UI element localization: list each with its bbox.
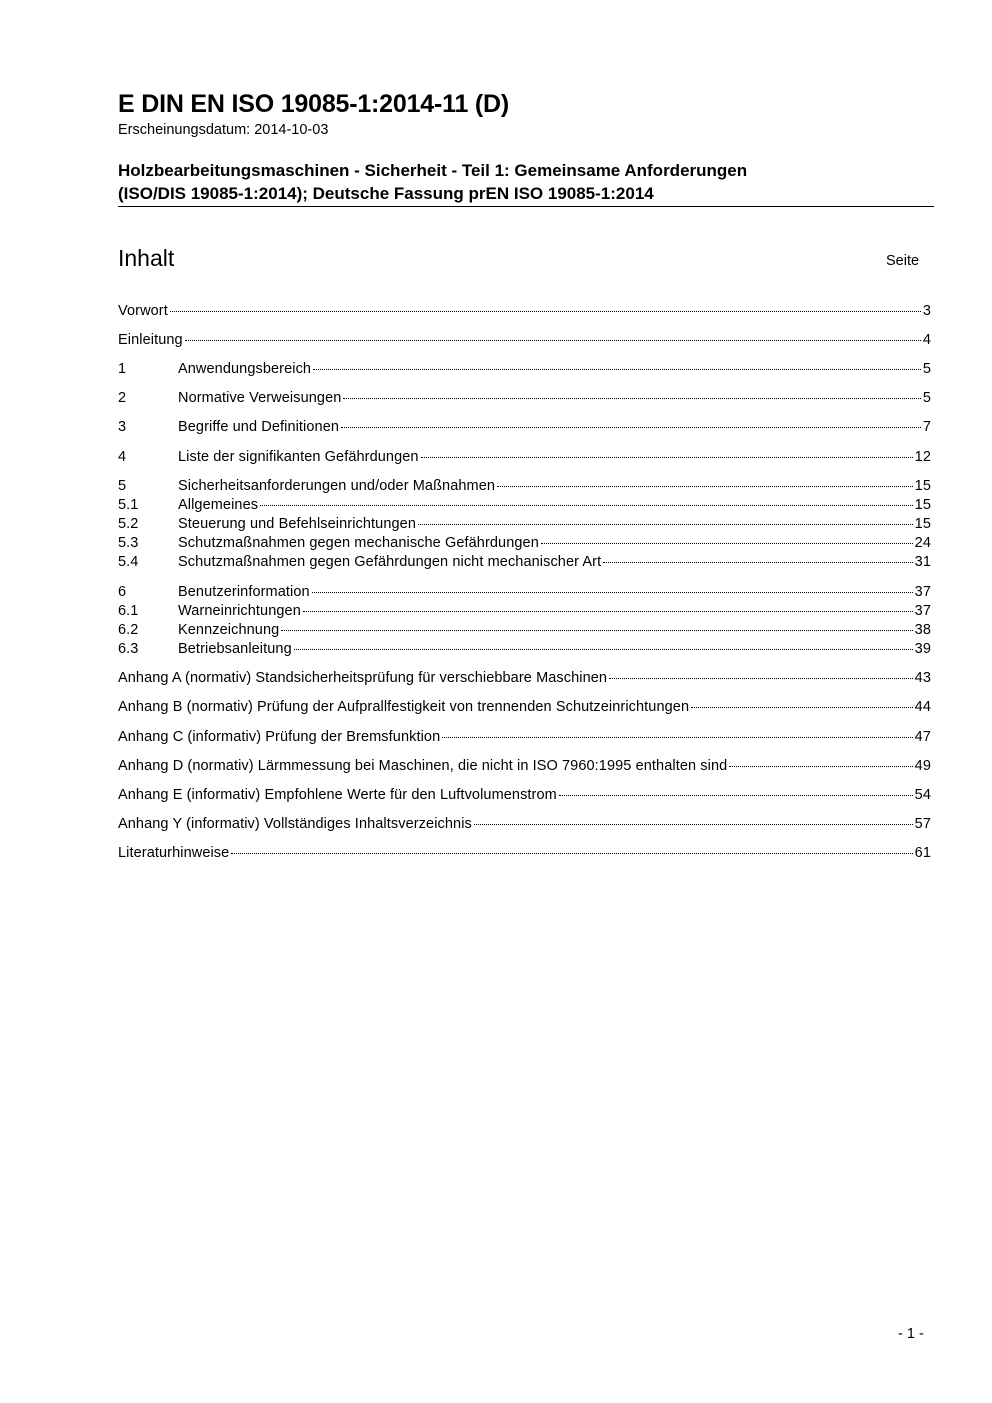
toc-entry-label: Begriffe und Definitionen xyxy=(178,419,340,435)
toc-entry-page: 47 xyxy=(914,729,931,745)
toc-entry[interactable] xyxy=(118,478,931,496)
toc-entry-page: 5 xyxy=(922,361,931,377)
toc-entry-number: 6.2 xyxy=(118,622,139,638)
toc-entry[interactable] xyxy=(118,497,931,515)
toc-entry-page: 4 xyxy=(922,332,931,348)
toc-dot-leader xyxy=(303,611,913,612)
header-divider xyxy=(118,206,934,207)
toc-entry[interactable] xyxy=(118,603,931,621)
toc-entry[interactable] xyxy=(118,729,931,747)
toc-dot-leader xyxy=(474,824,913,825)
toc-dot-leader xyxy=(185,340,921,341)
toc-entry-page: 31 xyxy=(914,554,931,570)
toc-dot-leader xyxy=(231,853,912,854)
toc-entry-page: 37 xyxy=(914,603,931,619)
toc-entry-label: Kennzeichnung xyxy=(178,622,280,638)
subtitle-line-2: (ISO/DIS 19085-1:2014); Deutsche Fassung prEN ISO 19085-1:2014 xyxy=(118,184,654,203)
toc-entry-page: 57 xyxy=(914,816,931,832)
toc-entry-label: Anhang B (normativ) Prüfung der Aufprallfestigkeit von trennenden Schutzeinrichtungen xyxy=(118,699,690,715)
toc-dot-leader xyxy=(559,795,913,796)
toc-entry-number: 6 xyxy=(118,584,127,600)
toc-entry-page: 49 xyxy=(914,758,931,774)
toc-entry[interactable] xyxy=(118,622,931,640)
toc-entry-number: 1 xyxy=(118,361,127,377)
toc-entry-page: 39 xyxy=(914,641,931,657)
toc-entry-page: 15 xyxy=(914,516,931,532)
toc-entry[interactable] xyxy=(118,845,931,863)
document-subtitle xyxy=(118,159,747,205)
toc-entry-label: Anhang D (normativ) Lärmmessung bei Maschinen, die nicht in ISO 7960:1995 enthalten sind xyxy=(118,758,728,774)
toc-dot-leader xyxy=(170,311,921,312)
toc-dot-leader xyxy=(260,505,913,506)
toc-entry-page: 12 xyxy=(914,449,931,465)
toc-entry[interactable] xyxy=(118,449,931,467)
toc-heading: Inhalt xyxy=(118,245,175,271)
toc-entry-label: Einleitung xyxy=(118,332,183,348)
toc-entry-label: Benutzerinformation xyxy=(178,584,310,600)
toc-entry-number: 6.3 xyxy=(118,641,139,657)
toc-entry[interactable] xyxy=(118,303,931,321)
toc-entry[interactable] xyxy=(118,516,931,534)
toc-dot-leader xyxy=(442,737,912,738)
toc-entry-label: Anhang E (informativ) Empfohlene Werte für den Luftvolumenstrom xyxy=(118,787,557,803)
toc-entry[interactable] xyxy=(118,670,931,688)
toc-entry[interactable] xyxy=(118,390,931,408)
toc-entry-page: 24 xyxy=(914,535,931,551)
toc-entry-number: 5.4 xyxy=(118,554,139,570)
toc-entry-label: Sicherheitsanforderungen und/oder Maßnahmen xyxy=(178,478,496,494)
toc-dot-leader xyxy=(281,630,912,631)
toc-dot-leader xyxy=(497,486,913,487)
toc-dot-leader xyxy=(341,427,921,428)
toc-entry-number: 5.2 xyxy=(118,516,139,532)
toc-entry-label: Literaturhinweise xyxy=(118,845,230,861)
toc-entry[interactable] xyxy=(118,419,931,437)
toc-entry-page: 3 xyxy=(922,303,931,319)
toc-dot-leader xyxy=(312,592,913,593)
footer-page-number: - 1 - xyxy=(898,1326,924,1342)
toc-entry-label: Liste der signifikanten Gefährdungen xyxy=(178,449,419,465)
toc-entry[interactable] xyxy=(118,816,931,834)
toc-entry[interactable] xyxy=(118,641,931,659)
toc-dot-leader xyxy=(603,562,912,563)
document-title: E DIN EN ISO 19085-1:2014-11 (D) xyxy=(118,90,509,118)
toc-entry-number: 5.1 xyxy=(118,497,139,513)
toc-entry-number: 3 xyxy=(118,419,127,435)
toc-entry[interactable] xyxy=(118,332,931,350)
toc-entry-page: 61 xyxy=(914,845,931,861)
toc-entry-page: 7 xyxy=(922,419,931,435)
toc-entry-label: Betriebsanleitung xyxy=(178,641,292,657)
toc-entry-number: 6.1 xyxy=(118,603,139,619)
subtitle-line-1: Holzbearbeitungsmaschinen - Sicherheit - Teil 1: Gemeinsame Anforderungen xyxy=(118,161,748,180)
toc-entry-label: Anhang A (normativ) Standsicherheitsprüfung für verschiebbare Maschinen xyxy=(118,670,608,686)
toc-dot-leader xyxy=(294,649,913,650)
toc-page-column-label: Seite xyxy=(886,253,920,269)
toc-entry-number: 2 xyxy=(118,390,127,406)
toc-dot-leader xyxy=(313,369,921,370)
toc-entry-label: Schutzmaßnahmen gegen Gefährdungen nicht mechanischer Art xyxy=(178,554,602,570)
toc-entry[interactable] xyxy=(118,699,931,717)
toc-entry-label: Allgemeines xyxy=(178,497,259,513)
toc-entry-number: 5.3 xyxy=(118,535,139,551)
toc-dot-leader xyxy=(421,457,913,458)
toc-entry-label: Anhang C (informativ) Prüfung der Bremsfunktion xyxy=(118,729,441,745)
toc-entry[interactable] xyxy=(118,361,931,379)
toc-entry-page: 44 xyxy=(914,699,931,715)
toc-entry-page: 5 xyxy=(922,390,931,406)
toc-entry-label: Steuerung und Befehlseinrichtungen xyxy=(178,516,416,532)
toc-dot-leader xyxy=(418,524,913,525)
toc-dot-leader xyxy=(343,398,920,399)
publication-date: Erscheinungsdatum: 2014-10-03 xyxy=(118,122,329,138)
toc-entry-page: 54 xyxy=(914,787,931,803)
toc-dot-leader xyxy=(729,766,912,767)
toc-entry-page: 15 xyxy=(914,497,931,513)
toc-entry-label: Warneinrichtungen xyxy=(178,603,301,619)
toc-entry-page: 37 xyxy=(914,584,931,600)
toc-entry-label: Normative Verweisungen xyxy=(178,390,342,406)
toc-entry-number: 5 xyxy=(118,478,127,494)
toc-entry-page: 38 xyxy=(914,622,931,638)
toc-dot-leader xyxy=(691,707,913,708)
toc-dot-leader xyxy=(541,543,913,544)
toc-entry[interactable] xyxy=(118,535,931,553)
toc-entry-label: Anhang Y (informativ) Vollständiges Inhaltsverzeichnis xyxy=(118,816,472,832)
toc-entry-number: 4 xyxy=(118,449,127,465)
toc-entry-label: Anwendungsbereich xyxy=(178,361,312,377)
toc-entry[interactable] xyxy=(118,758,931,776)
toc-entry[interactable] xyxy=(118,787,931,805)
toc-entry-page: 15 xyxy=(914,478,931,494)
toc-entry[interactable] xyxy=(118,554,931,572)
toc-entry-label: Vorwort xyxy=(118,303,168,319)
toc-entry[interactable] xyxy=(118,584,931,602)
toc-entry-page: 43 xyxy=(914,670,931,686)
toc-dot-leader xyxy=(609,678,913,679)
toc-entry-label: Schutzmaßnahmen gegen mechanische Gefährdungen xyxy=(178,535,539,551)
